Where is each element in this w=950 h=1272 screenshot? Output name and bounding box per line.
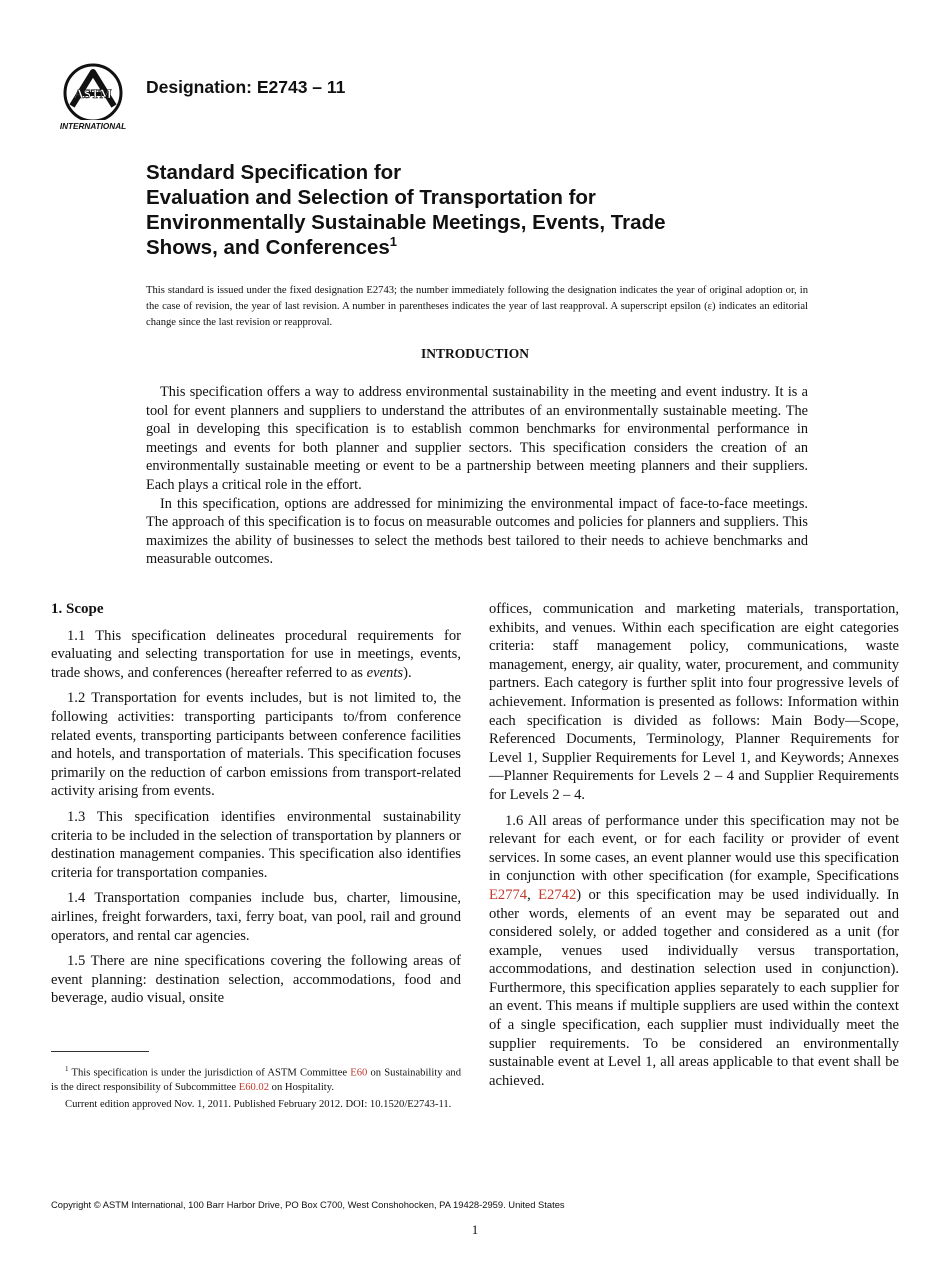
section-1-1-italic: events [366, 664, 404, 681]
section-1-1-end: ). [403, 664, 412, 681]
section-1-4: 1.4 Transportation companies include bus, charter, limousine, airlines, freight forwarders, taxi, ferry boat, van pool, rail and ground operators, and rental car agencies. [51, 890, 461, 944]
astm-logo-icon [52, 60, 134, 132]
svg-text:ASTM: ASTM [74, 86, 112, 101]
edition-note: Current edition approved Nov. 1, 2011. Published February 2012. DOI: 10.1520/E2743-11. [65, 1099, 452, 1111]
section-1-6 [489, 812, 899, 1091]
title-line-1: Standard Specification for [146, 161, 402, 184]
title-footnote-mark: 1 [389, 234, 398, 250]
footnote-1 [51, 1062, 461, 1095]
committee-e60-link[interactable]: E60 [350, 1067, 368, 1079]
spec-e2742-link[interactable]: E2742 [538, 886, 577, 903]
section-1-5: 1.5 There are nine specifications covering the following areas of event planning: destination selection, accommodations, food and beverage, audio visual, onsite [51, 953, 461, 1007]
copyright: Copyright © ASTM International, 100 Barr Harbor Drive, PO Box C700, West Conshohocken, PA 19428-2959. United States [51, 1199, 565, 1210]
section-1-2: 1.2 Transportation for events includes, but is not limited to, the following activities: transporting participants to/from conference related events, transporting participants between conference facilities and hotels, and transportation of materials. This specification focuses primarily on the reduction of carbon emissions from transport-related activity arising from events. [51, 690, 461, 800]
footnotes [51, 1062, 461, 1116]
section-1-6-text-a: 1.6 All areas of performance under this specification may not be relevant for each event, or for each facility or provider of event services. In some cases, an event planner would use this specification in conjunction with other specification (for example, Specifications [489, 812, 899, 885]
section-1-6-text-b: ) or this specification may be used individually. In other words, elements of an event may be separated out and considered solely, or added together and considered as a unit (for example, venues used individually versus transportation, accommodations, and destination selection used in conjunction). Furthermore, this specification applies separately to each supplier for an event. This means if multiple suppliers are used within the context of a single specification, each supplier must individually meet the supplier requirements. To be considered an environmentally sustainable event at Level 1, all areas applicable to that event shall be achieved. [489, 886, 899, 1089]
footnote-1-text-a: This specification is under the jurisdiction of ASTM Committee [68, 1067, 351, 1079]
left-column [51, 600, 461, 1015]
introduction [146, 383, 808, 569]
document-title [146, 160, 846, 260]
footnote-1-mark: 1 [65, 1065, 69, 1073]
introduction-heading: INTRODUCTION [420, 346, 529, 361]
issue-note: This standard is issued under the fixed designation E2743; the number immediately following the designation indicates the year of original adoption or, in the case of revision, the year of last revision. A number in parentheses indicates the year of last reapproval. A superscript epsilon (ε) indicates an editorial change since the last revision or reapproval. [146, 285, 808, 328]
title-line-4 [146, 235, 846, 260]
section-1-1-text: 1.1 This specification delineates procedural requirements for evaluating and selecting transportation for use in meetings, events, trade shows, and conferences (hereafter referred to as [51, 627, 461, 681]
introduction-paragraph-1: This specification offers a way to address environmental sustainability in the meeting and event industry. It is a tool for event planners and suppliers to understand the attributes of an environmentally sustainable meeting. The goal in developing this specification is to establish common benchmarks for environmental performance in meetings and events for both planner and supplier sectors. This specification considers the creation of an environmentally sustainable meeting or event to be a partnership between meeting planners and their suppliers. Each plays a critical role in the effort. [146, 384, 808, 493]
right-column [489, 600, 899, 1097]
introduction-paragraph-2: In this specification, options are addressed for minimizing the environmental impact of face-to-face meetings. The approach of this specification is to focus on measurable outcomes and policies for planners and suppliers. This maximizes the ability of businesses to select the methods best tailored to their needs to achieve benchmarks and measurable outcomes. [146, 495, 808, 568]
section-1-3: 1.3 This specification identifies environmental sustainability criteria to be included in the selection of transportation by planners or destination management companies. This specification also identifies criteria for transportation companies. [51, 808, 461, 881]
section-1-1 [51, 627, 461, 683]
svg-text:INTERNATIONAL: INTERNATIONAL [59, 122, 127, 131]
footnote-divider [51, 1051, 149, 1052]
designation: Designation: E2743 – 11 [146, 77, 346, 97]
section-1-5-continued: offices, communication and marketing materials, transportation, exhibits, and venues. Within each specification are eight categories criteria: staff management policy, communications, waste management, energy, air quality, water, procurement, and community partners. Each category is further split into four progressive levels of achievement. Information is presented as follows: Information within each specification is divided as follows: Main Body—Scope, Referenced Documents, Terminology, Planner Requirements for Level 1, Supplier Requirements for Level 1, and Keywords; Annexes—Planner Requirements for Levels 2 – 4 and Supplier Requirements for Levels 2 – 4. [489, 601, 899, 803]
title-line-4-text: Shows, and Conferences [146, 236, 390, 259]
footnote-1-text-b: on Sustainability and is the direct responsibility of Subcommittee [51, 1067, 461, 1093]
scope-heading: 1. Scope [51, 601, 104, 617]
title-line-2: Evaluation and Selection of Transportation for [146, 186, 596, 209]
page-number: 1 [471, 1222, 479, 1237]
title-line-3: Environmentally Sustainable Meetings, Events, Trade [146, 211, 666, 234]
spec-e2774-link[interactable]: E2774 [489, 886, 528, 903]
section-1-6-sep: , [527, 886, 539, 903]
footnote-1-text-c: on Hospitality. [269, 1081, 334, 1093]
subcommittee-e60-02-link[interactable]: E60.02 [238, 1081, 270, 1093]
